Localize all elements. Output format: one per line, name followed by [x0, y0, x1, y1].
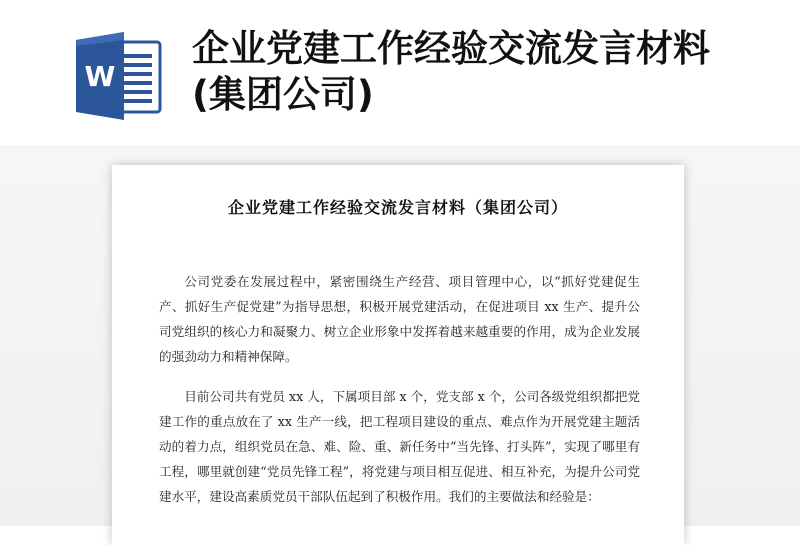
banner-title-line1: 企业党建工作经验交流发言材料 [192, 27, 710, 70]
banner-title [192, 26, 782, 118]
svg-text:W: W [84, 60, 116, 93]
banner-title-line2: (集团公司) [192, 73, 374, 116]
document-title: 企业党建工作经验交流发言材料（集团公司） [227, 198, 568, 217]
document-page[interactable] [112, 165, 684, 545]
banner [0, 0, 800, 145]
paragraph-2: 目前公司共有党员 xx 人，下属项目部 x 个，党支部 x 个，公司各级党组织都把党建工作的重点放在了 xx 生产一线，把工程项目建设的重点、难点作为开展党建主题活动的着力点，组织党员在急、难、险、重、新任务中“当先锋、打头阵”，实现了哪里有工程，哪里就创建“党员先锋工程”，将党建与项目相互促进、相互补充，为提升公司党建水平，建设高素质党员干部队伍起到了积极作用。我们的主要做法和经验是： [159, 389, 640, 504]
word-icon [74, 30, 166, 122]
paragraph-1: 公司党委在发展过程中，紧密围绕生产经营、项目管理中心，以“抓好党建促生产、抓好生产促党建”为指导思想，积极开展党建活动，在促进项目 xx 生产、提升公司党组织的核心力和凝聚力、树立企业形象中发挥着越来越重要的作用，成为企业发展的强劲动力和精神保障。 [159, 274, 640, 364]
